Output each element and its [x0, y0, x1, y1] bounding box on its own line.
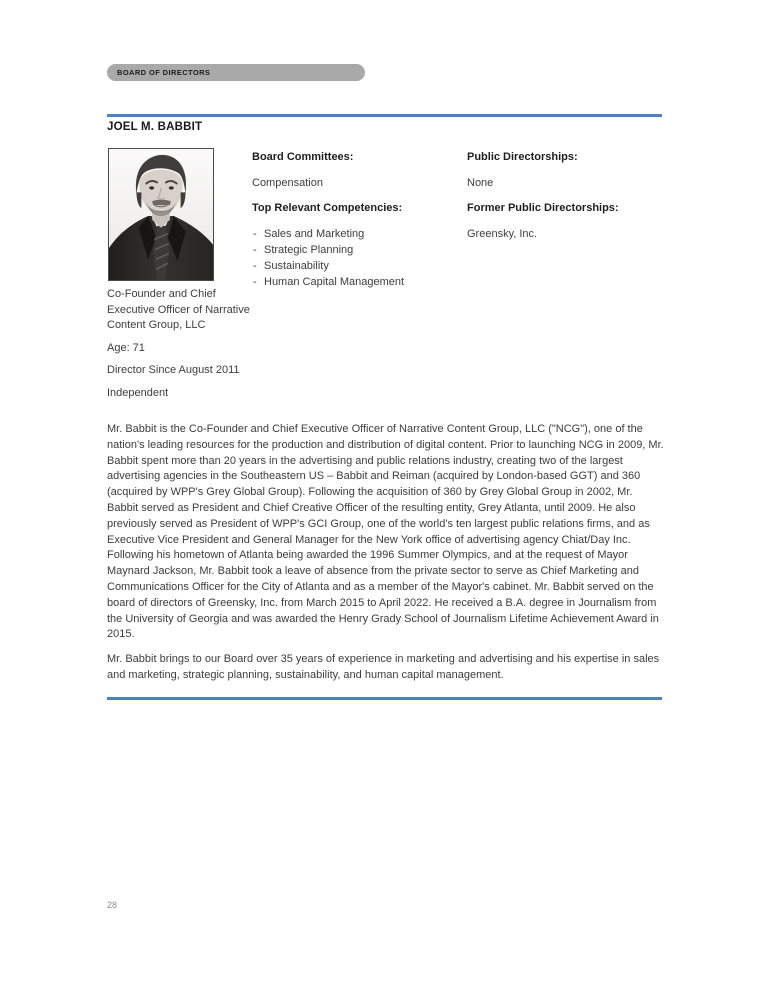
public-directorships-heading: Public Directorships:: [467, 151, 578, 163]
independence-line: Independent: [107, 386, 169, 399]
bio-paragraph: Mr. Babbit brings to our Board over 35 years of experience in marketing and advertising and his expertise in sales and marketing, strategic planning, sustainability, and human capital management.: [107, 653, 660, 681]
director-name-heading: JOEL M. BABBIT: [107, 121, 203, 133]
photo-caption: Co-Founder and Chief Executive Officer of Narrative Content Group, LLC: [107, 288, 250, 331]
bottom-divider-rule: [107, 697, 662, 700]
committee-item: Compensation: [252, 177, 323, 189]
former-public-directorship-item: Greensky, Inc.: [467, 228, 538, 240]
bio-paragraph: Mr. Babbit is the Co-Founder and Chief Executive Officer of Narrative Content Group, LLC ("NCG"), one of the nation's leading resources for the production and distribution of digital content. Prior to launching NCG in 2009, Mr. Babbit spent more than 20 years in the advertising and public relations industry, creating two of the largest advertising agencies in the Southeastern US – Babbit and Reiman (acquired by London-based GGT) and 360 (acquired by WPP's Grey Global Group). Following the acquisition of 360 by Grey Global Group in 2002, Mr. Babbit served as President and Chief Creative Officer of the resulting entity, Grey Atlanta, until 2009. He also previously served as President of WPP's GCI Group, one of the world's ten largest public relations firms, and as Executive Vice President and General Manager for the New York office of advertising agency Chiat/Day Inc. Following his hometown of Atlanta being awarded the 1996 Summer Olympics, and at the request of Mayor Maynard Jackson, Mr. Babbit took a leave of absence from the private sector to serve as Chief Marketing and Communications Officer for the City of Atlanta and as a member of the Mayor's cabinet. Mr. Babbit served on the board of directors of Greensky, Inc. from March 2015 to April 2022. He received a B.A. degree in Journalism from the University of Georgia and was awarded the Henry Grady School of Journalism Lifetime Achievement Award in 2015.: [107, 423, 664, 641]
competencies-heading: Top Relevant Competencies:: [252, 202, 403, 214]
committees-column: [252, 149, 462, 290]
director-portrait-illustration: [109, 149, 213, 280]
competency-item: - Sustainability: [252, 258, 462, 274]
section-header-pill: [107, 64, 365, 81]
age-line: Age: 71: [107, 341, 145, 354]
biography-section: [107, 422, 664, 684]
board-committees-heading: Board Committees:: [252, 151, 354, 163]
tenure-line: Director Since August 2011: [107, 364, 240, 376]
competency-item: - Human Capital Management: [252, 274, 462, 290]
page-number: 28: [107, 900, 118, 910]
directorships-column: [467, 149, 663, 251]
competency-item: - Strategic Planning: [252, 242, 462, 258]
section-header-label: BOARD OF DIRECTORS: [117, 68, 211, 77]
public-directorship-item: None: [467, 177, 494, 189]
competencies-list: [252, 226, 462, 290]
former-public-directorships-heading: Former Public Directorships:: [467, 202, 619, 214]
competency-item: - Sales and Marketing: [252, 226, 462, 242]
director-summary-column: [107, 287, 253, 408]
director-photo: [108, 148, 214, 281]
top-divider-rule: [107, 114, 662, 117]
